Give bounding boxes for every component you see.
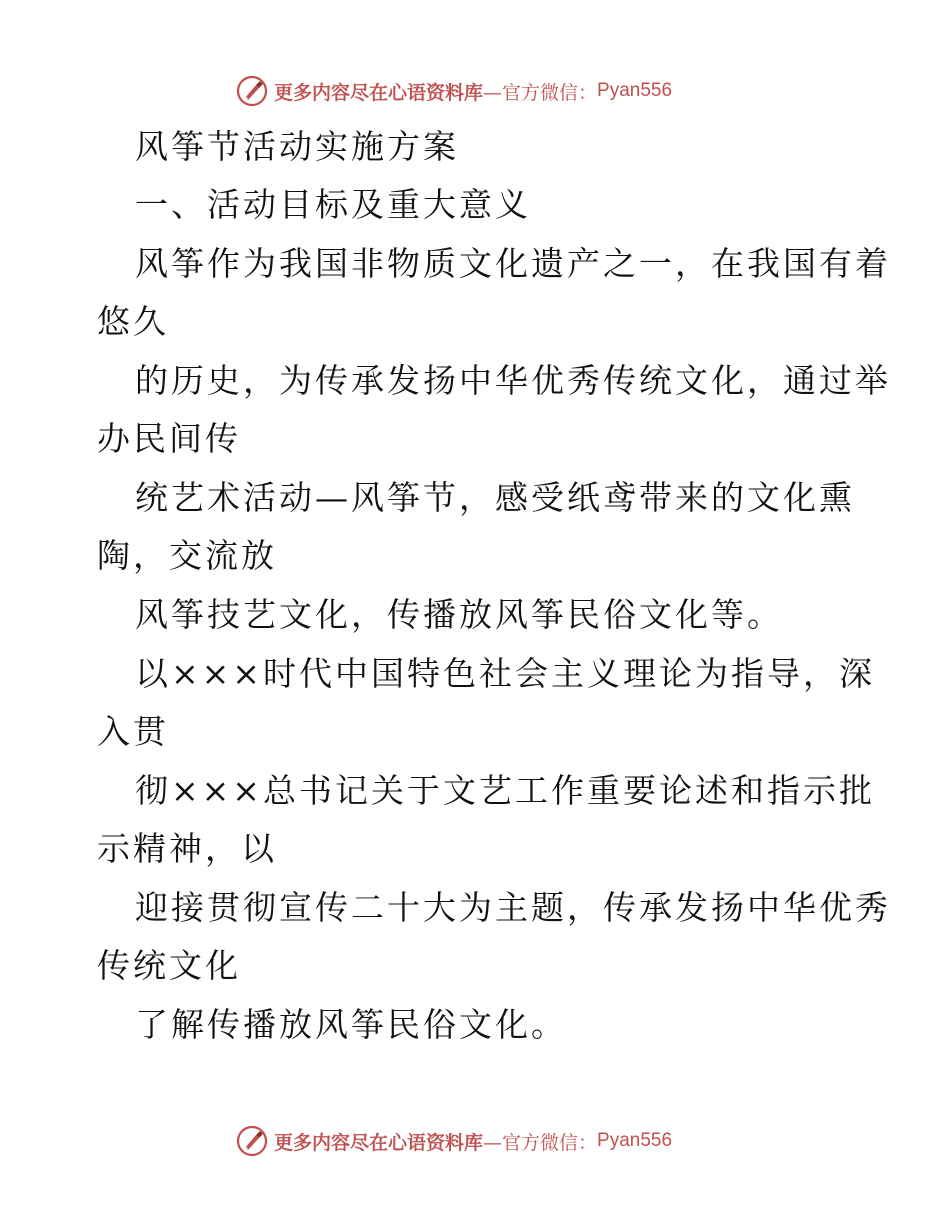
banner-sub-text: —官方微信：: [483, 81, 598, 104]
footer-banner: [236, 1124, 672, 1158]
paragraph-line: 的历史，为传承发扬中华优秀传统文化，通过举: [135, 361, 891, 400]
paragraph-line: 示精神，以: [97, 829, 277, 868]
banner-wechat-id: Pyan556: [597, 80, 673, 101]
paragraph-line: 了解传播放风筝民俗文化。: [135, 1005, 567, 1044]
paragraph-line: 办民间传: [97, 419, 241, 458]
paragraph-line: 以×××时代中国特色社会主义理论为指导，深: [135, 654, 875, 693]
paragraph-line: 传统文化: [97, 946, 241, 985]
pen-logo-icon: [236, 1125, 268, 1157]
paragraph-line: 迎接贯彻宣传二十大为主题，传承发扬中华优秀: [135, 888, 891, 927]
paragraph-line: 风筝技艺文化，传播放风筝民俗文化等。: [135, 595, 783, 634]
paragraph-line: 风筝作为我国非物质文化遗产之一，在我国有着: [135, 244, 891, 283]
banner-main-text: 更多内容尽在心语资料库: [274, 1131, 484, 1154]
pen-logo-icon: [236, 75, 268, 107]
banner-main-text: 更多内容尽在心语资料库: [274, 81, 484, 104]
paragraph-line: 入贯: [97, 712, 169, 751]
paragraph-line: 彻×××总书记关于文艺工作重要论述和指示批: [135, 771, 875, 810]
banner-sub-text: —官方微信：: [483, 1131, 598, 1154]
paragraph-line: 陶，交流放: [97, 536, 277, 575]
paragraph-line: 统艺术活动—风筝节，感受纸鸢带来的文化熏: [135, 478, 855, 517]
banner-wechat-id: Pyan556: [597, 1130, 673, 1151]
document-title: 风筝节活动实施方案: [135, 127, 459, 166]
header-banner: [236, 74, 672, 108]
paragraph-line: 悠久: [97, 302, 169, 341]
section-heading: 一、活动目标及重大意义: [135, 185, 531, 224]
